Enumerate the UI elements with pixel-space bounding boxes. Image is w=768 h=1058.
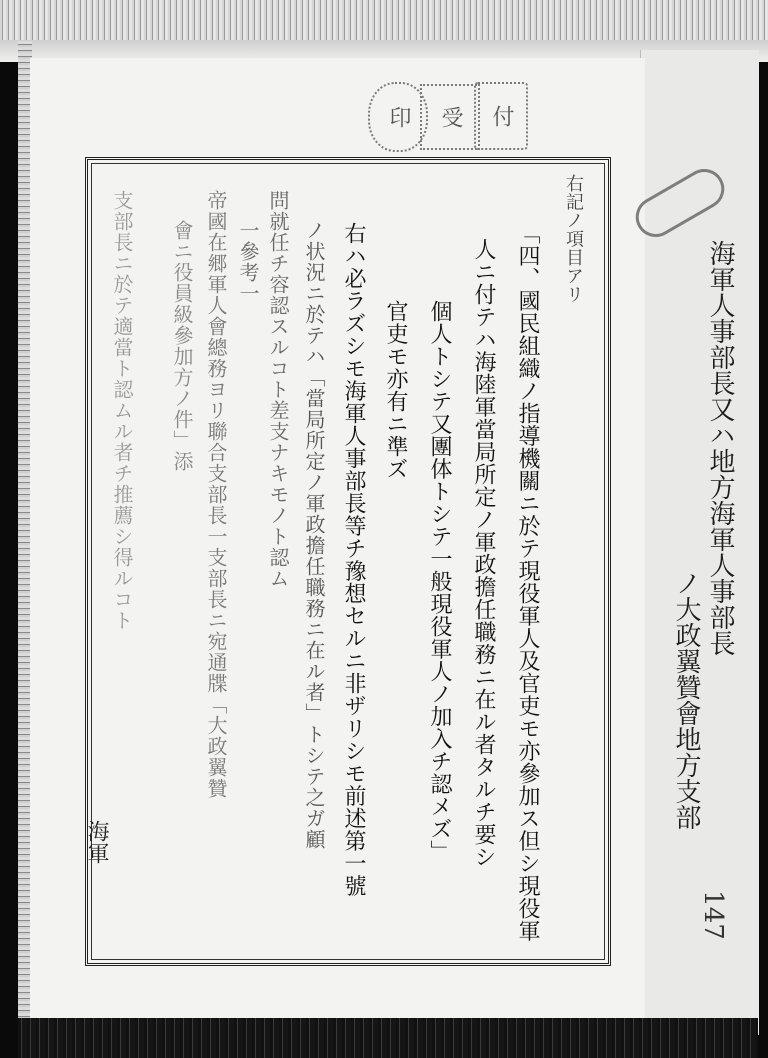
- page-number: 147: [697, 890, 728, 940]
- faint-column-1: ノ状況ニ於テハ「當局所定ノ軍政擔任職務ニ在ル者」トシテ之ガ顧: [302, 220, 326, 850]
- text-column-3: 人ニ付テハ海陸軍當局所定ノ軍政擔任職務ニ在ル者タルチ要シ: [471, 238, 496, 868]
- text-column-6: 右ハ必ラズシモ海軍人事部長等チ豫想セルニ非ザリシモ前述第一號: [341, 222, 366, 897]
- seal-stamp-3: 付: [474, 82, 528, 150]
- margin-text: [56, 820, 136, 864]
- margin-char-2: 軍: [84, 842, 109, 864]
- faint-column-2: 問就任チ容認スルコト差支ナキモノト認ム: [266, 190, 290, 589]
- text-column-5: 官吏モ亦有ニ準ズ: [383, 300, 408, 480]
- seal-stamp-2: 受: [420, 84, 480, 150]
- scan-bottom-edge: [18, 1018, 758, 1058]
- text-column-4: 個人トシテ又團体トシテ一般現役軍人ノ加入チ認メズ」: [427, 300, 452, 863]
- faint-column-6: 支部長ニ於テ適當ト認ムル者チ推薦シ得ルコト: [110, 190, 134, 631]
- faint-column-5: 會ニ役員級參加方ノ件」添: [170, 220, 194, 472]
- right-sheet-column-2: ノ大政翼贊會地方支部: [671, 570, 701, 830]
- faint-column-4: 帝國在郷軍人會總務ヨリ聯合支部長一支部長ニ宛通牒「大政翼贊: [204, 190, 228, 799]
- text-frame: [85, 157, 611, 966]
- right-sheet-column-1: 海軍人事部長又ハ地方海軍人事部長: [705, 240, 735, 656]
- faint-column-3: 一參考一: [236, 220, 260, 304]
- margin-char-1: 海: [84, 820, 109, 842]
- seal-stamp-1: 印: [368, 82, 428, 152]
- text-column-1: 右記ノ項目アリ: [563, 174, 584, 304]
- text-column-2: 「四、國民組織ノ指導機關ニ於テ現役軍人及官吏モ亦參加ス但シ現役軍: [515, 222, 540, 942]
